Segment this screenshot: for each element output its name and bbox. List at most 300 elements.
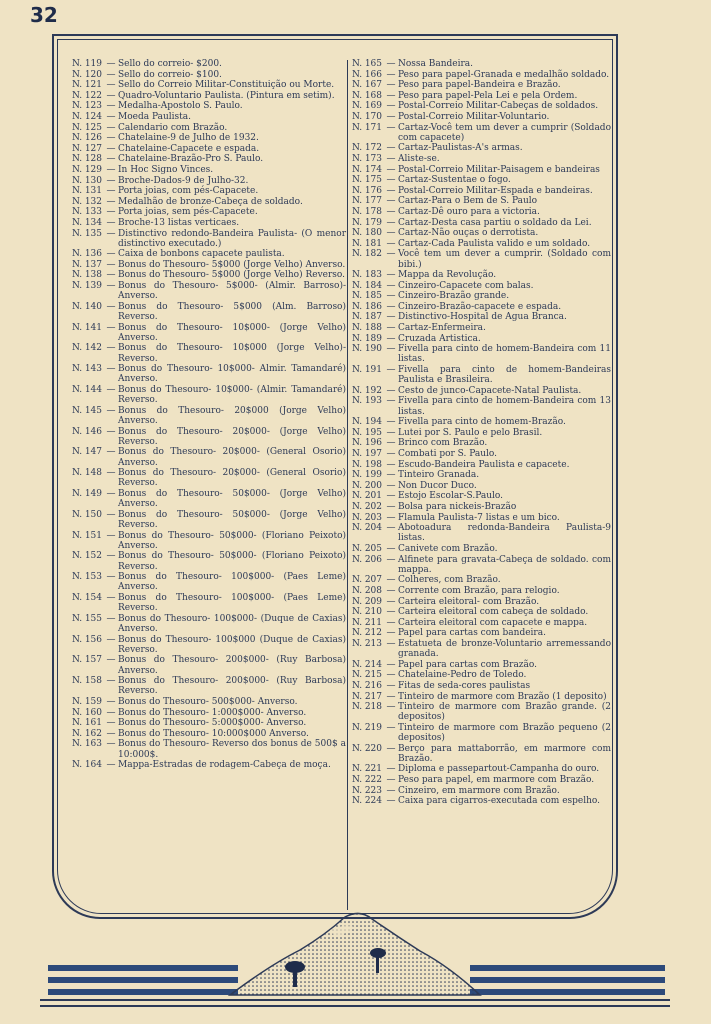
entry-number: 200	[364, 480, 382, 491]
entry-number: 176	[364, 185, 382, 196]
entry-dash: —	[106, 426, 116, 437]
entry-description: Mappa da Revolução.	[398, 270, 497, 281]
entry-number: 134	[84, 217, 102, 228]
entry-description: Peso para papel-Bandeira e Brazão.	[398, 80, 561, 91]
entry-dash: —	[106, 364, 116, 375]
entry-description: Mappa-Estradas de rodagem-Cabeça de moça.	[118, 760, 331, 771]
entry-prefix: N.	[352, 796, 363, 807]
catalog-entry	[352, 417, 611, 427]
entry-dash: —	[386, 228, 396, 239]
entry-prefix: N.	[72, 728, 83, 739]
catalog-entry	[352, 796, 611, 806]
entry-dash: —	[106, 718, 116, 729]
entry-dash: —	[106, 634, 116, 645]
entry-description: Medalhão de bronze-Cabeça de soldado.	[118, 196, 303, 207]
entry-prefix: N.	[72, 143, 83, 154]
entry-description: Bonus do Thesouro- 10$000- Almir. Tamandaré) Anverso.	[118, 364, 346, 385]
entry-dash: —	[386, 217, 396, 228]
entry-prefix: N.	[72, 343, 83, 354]
entry-prefix: N.	[352, 249, 363, 260]
entry-description: Papel para cartas com bandeira.	[398, 628, 546, 639]
entry-description: Peso para papel-Pela Lei e pela Ordem.	[398, 90, 578, 101]
entry-dash: —	[106, 405, 116, 416]
entry-number: 211	[364, 617, 382, 628]
entry-description: Corrente com Brazão, para relogio.	[398, 585, 560, 596]
entry-number: 191	[364, 365, 382, 376]
entry-prefix: N.	[72, 59, 83, 69]
entry-dash: —	[386, 554, 396, 565]
entry-description: Abotoadura redonda-Bandeira Paulista-9 listas.	[398, 523, 611, 544]
entry-dash: —	[386, 743, 396, 754]
entry-dash: —	[106, 676, 116, 687]
entry-description: Lutei por S. Paulo e pelo Brasil.	[398, 427, 543, 438]
mountain-shape	[230, 913, 480, 995]
catalog-entry	[72, 59, 346, 69]
entry-number: 204	[364, 523, 382, 534]
catalog-entry	[72, 447, 346, 467]
entry-dash: —	[386, 607, 396, 618]
entry-description: Cartaz-Você tem um dever a cumprir (Soldado com capacete)	[398, 122, 611, 143]
entry-description: Cartaz-Sustentae o fogo.	[398, 175, 511, 186]
entry-description: Escudo-Bandeira Paulista e capacete.	[398, 459, 570, 470]
entry-number: 165	[364, 59, 382, 69]
entry-description: Bonus do Thesouro- 50$000- (Jorge Velho) Reverso.	[118, 509, 346, 531]
entry-description: Chatelaine-Brazão-Pro S. Paulo.	[118, 154, 264, 165]
entry-prefix: N.	[352, 396, 363, 407]
entry-number: 186	[364, 301, 382, 312]
entry-prefix: N.	[352, 280, 363, 291]
catalog-entry	[72, 154, 346, 164]
catalog-entry	[72, 614, 346, 634]
entry-prefix: N.	[72, 593, 83, 604]
entry-description: Cinzeiro, em marmore com Brazão.	[398, 785, 560, 796]
entry-dash: —	[386, 344, 396, 355]
catalog-entry	[72, 760, 346, 770]
catalog-entry	[72, 531, 346, 551]
entry-number: 221	[364, 764, 382, 775]
entry-dash: —	[106, 509, 116, 520]
catalog-entry	[72, 80, 346, 90]
entry-number: 125	[84, 122, 102, 133]
entry-dash: —	[106, 101, 116, 112]
entry-number: 190	[364, 344, 382, 355]
entry-dash: —	[106, 707, 116, 718]
catalog-entry	[352, 91, 611, 101]
entry-description: Estojo Escolar-S.Paulo.	[398, 491, 504, 502]
entry-prefix: N.	[352, 164, 363, 175]
entry-description: Tinteiro de marmore com Brazão (1 deposito)	[398, 691, 607, 702]
catalog-entry	[352, 575, 611, 585]
catalog-entry	[72, 364, 346, 384]
entry-prefix: N.	[72, 468, 83, 479]
mountain-landscape-illustration	[0, 905, 711, 1024]
catalog-entry	[352, 270, 611, 280]
entry-description: Postal-Correio Militar-Cabeças de soldados.	[398, 101, 599, 112]
entry-number: 180	[364, 228, 382, 239]
entry-description: Fivella para cinto de homem-Bandeira com 13 listas.	[398, 396, 611, 417]
entry-prefix: N.	[352, 365, 363, 376]
catalog-entry	[72, 101, 346, 111]
entry-prefix: N.	[72, 207, 83, 218]
entry-number: 170	[364, 111, 382, 122]
entry-number: 178	[364, 206, 382, 217]
entry-description: Cartaz-Paulistas-A's armas.	[398, 143, 523, 154]
entry-number: 194	[364, 417, 382, 428]
catalog-entry	[352, 523, 611, 543]
entry-prefix: N.	[72, 509, 83, 520]
entry-number: 141	[84, 322, 102, 333]
entry-description: Cruzada Artistica.	[398, 333, 481, 344]
catalog-entry	[352, 396, 611, 416]
entry-prefix: N.	[72, 551, 83, 562]
entry-prefix: N.	[352, 449, 363, 460]
entry-prefix: N.	[352, 291, 363, 302]
catalog-entry	[352, 123, 611, 143]
catalog-entry	[72, 655, 346, 675]
entry-prefix: N.	[72, 270, 83, 281]
entry-description: Bonus do Thesouro- 5$000 (Jorge Velho) Reverso.	[118, 270, 346, 281]
entry-number: 160	[84, 707, 102, 718]
entry-dash: —	[386, 111, 396, 122]
entry-dash: —	[106, 447, 116, 458]
entry-description: Distinctivo-Hospital de Agua Branca.	[398, 312, 567, 323]
entry-number: 205	[364, 543, 382, 554]
entry-description: Canivete com Brazão.	[398, 543, 498, 554]
entry-prefix: N.	[352, 554, 363, 565]
entry-description: Bonus do Thesouro- 5$000- (Almir. Barroso)- Anverso.	[118, 281, 346, 302]
entry-description: Fivella para cinto de homem-Brazão.	[398, 417, 566, 428]
entry-dash: —	[386, 312, 396, 323]
entry-dash: —	[106, 697, 116, 708]
catalog-entry	[352, 491, 611, 501]
entry-number: 172	[364, 143, 382, 154]
catalog-entry	[72, 133, 346, 143]
entry-description: Medalha-Apostolo S. Paulo.	[118, 101, 243, 112]
entry-prefix: N.	[352, 301, 363, 312]
entry-dash: —	[106, 760, 116, 771]
entry-description: Cinzeiro-Capacete com balas.	[398, 280, 534, 291]
entry-prefix: N.	[352, 217, 363, 228]
catalog-entry	[72, 385, 346, 405]
catalog-entry	[352, 80, 611, 90]
entry-description: Broche-13 listas verticaes.	[118, 217, 240, 228]
entry-dash: —	[386, 80, 396, 91]
entry-dash: —	[386, 164, 396, 175]
entry-dash: —	[386, 280, 396, 291]
catalog-entry	[72, 270, 346, 280]
entry-number: 129	[84, 164, 102, 175]
catalog-entry	[352, 597, 611, 607]
entry-prefix: N.	[72, 405, 83, 416]
entry-dash: —	[386, 417, 396, 428]
entry-number: 163	[84, 739, 102, 750]
entry-dash: —	[106, 530, 116, 541]
entry-description: Bonus do Thesouro- 10$000- (Almir. Tamandaré) Reverso.	[118, 385, 346, 406]
catalog-entry	[352, 681, 611, 691]
entry-description: Bonus do Thesouro- Reverso dos bonus de 500$ a 10:000$.	[118, 739, 346, 760]
entry-description: Peso para papel-Granada e medalhão soldado.	[398, 69, 610, 80]
entry-dash: —	[386, 512, 396, 523]
entry-description: Sello do correio- $200.	[118, 59, 222, 69]
entry-description: Non Ducor Duco.	[398, 480, 477, 491]
entry-number: 135	[84, 228, 102, 239]
entry-dash: —	[386, 575, 396, 586]
entry-prefix: N.	[72, 122, 83, 133]
entry-description: Cartaz-Desta casa partiu o soldado da Lei.	[398, 217, 592, 228]
entry-description: Cartaz-Não ouças o derrotista.	[398, 228, 539, 239]
entry-prefix: N.	[352, 228, 363, 239]
entry-dash: —	[386, 722, 396, 733]
entry-dash: —	[386, 796, 396, 807]
entry-dash: —	[106, 122, 116, 133]
entry-dash: —	[386, 480, 396, 491]
entry-prefix: N.	[72, 164, 83, 175]
catalog-entry	[352, 555, 611, 575]
entry-prefix: N.	[352, 543, 363, 554]
entry-dash: —	[386, 323, 396, 334]
entry-prefix: N.	[72, 530, 83, 541]
entry-number: 168	[364, 90, 382, 101]
entry-dash: —	[386, 628, 396, 639]
entry-prefix: N.	[352, 438, 363, 449]
catalog-entry	[72, 70, 346, 80]
entry-prefix: N.	[72, 217, 83, 228]
entry-number: 209	[364, 596, 382, 607]
catalog-entry	[352, 323, 611, 333]
catalog-entry	[72, 281, 346, 301]
entry-number: 158	[84, 676, 102, 687]
entry-prefix: N.	[72, 613, 83, 624]
entry-dash: —	[386, 491, 396, 502]
entry-description: Bonus do Thesouro- 1:000$000- Anverso.	[118, 707, 307, 718]
catalog-entry	[352, 207, 611, 217]
entry-description: Bonus do Thesouro- 500$000- Anverso.	[118, 697, 298, 708]
entry-number: 133	[84, 207, 102, 218]
entry-prefix: N.	[352, 775, 363, 786]
catalog-entry	[352, 460, 611, 470]
entry-description: Flamula Paulista-7 listas e um bico.	[398, 512, 560, 523]
entry-description: Colheres, com Brazão.	[398, 575, 501, 586]
entry-description: Bonus do Thesouro- 5:000$000- Anverso.	[118, 718, 307, 729]
entry-number: 222	[364, 775, 382, 786]
catalog-entry	[352, 70, 611, 80]
catalog-entry	[352, 59, 611, 69]
catalog-entry	[352, 112, 611, 122]
entry-prefix: N.	[352, 670, 363, 681]
entry-dash: —	[386, 196, 396, 207]
entry-dash: —	[106, 196, 116, 207]
entry-dash: —	[106, 59, 116, 69]
catalog-column-right	[352, 59, 611, 807]
entry-number: 156	[84, 634, 102, 645]
entry-description: Cartaz-Cada Paulista valido e um soldado.	[398, 238, 591, 249]
entry-number: 121	[84, 80, 102, 91]
entry-prefix: N.	[72, 707, 83, 718]
entry-number: 149	[84, 489, 102, 500]
entry-number: 140	[84, 301, 102, 312]
entry-dash: —	[106, 281, 116, 292]
entry-dash: —	[386, 396, 396, 407]
entry-dash: —	[386, 365, 396, 376]
catalog-entry	[352, 481, 611, 491]
entry-number: 198	[364, 459, 382, 470]
entry-prefix: N.	[352, 196, 363, 207]
entry-dash: —	[386, 333, 396, 344]
entry-dash: —	[106, 551, 116, 562]
entry-description: Alfinete para gravata-Cabeça de soldado. com mappa.	[398, 554, 611, 575]
entry-description: Bonus do Thesouro- 100$000- (Paes Leme) Anverso.	[118, 572, 346, 593]
entry-number: 143	[84, 364, 102, 375]
entry-dash: —	[386, 438, 396, 449]
entry-prefix: N.	[72, 364, 83, 375]
entry-number: 210	[364, 607, 382, 618]
entry-number: 164	[84, 760, 102, 771]
entry-number: 206	[364, 554, 382, 565]
entry-number: 144	[84, 385, 102, 396]
catalog-entry	[352, 365, 611, 385]
entry-dash: —	[106, 69, 116, 80]
entry-description: Porta joias, com pés-Capacete.	[118, 186, 259, 197]
entry-prefix: N.	[352, 459, 363, 470]
catalog-entry	[72, 144, 346, 154]
catalog-entry	[352, 428, 611, 438]
entry-prefix: N.	[72, 281, 83, 292]
entry-prefix: N.	[352, 238, 363, 249]
catalog-entry	[352, 786, 611, 796]
catalog-entry	[352, 302, 611, 312]
catalog-entry	[352, 618, 611, 628]
catalog-entry	[72, 739, 346, 759]
entry-description: Brinco com Brazão.	[398, 438, 488, 449]
entry-description: Bonus do Thesouro- 100$000- (Duque de Caxias) Anverso.	[118, 613, 346, 635]
entry-number: 119	[84, 59, 102, 69]
catalog-entry	[352, 744, 611, 764]
entry-description: Cartaz-Dê ouro para a victoria.	[398, 206, 540, 217]
entry-prefix: N.	[72, 655, 83, 666]
entry-dash: —	[386, 185, 396, 196]
entry-number: 201	[364, 491, 382, 502]
entry-dash: —	[386, 691, 396, 702]
entry-prefix: N.	[352, 512, 363, 523]
entry-description: Estatueta de bronze-Voluntario arremessando granada.	[398, 638, 611, 660]
entry-number: 212	[364, 628, 382, 639]
entry-description: Sello do correio- $100.	[118, 69, 222, 80]
entry-number: 214	[364, 659, 382, 670]
entry-description: Você tem um dever a cumprir. (Soldado com bibi.)	[398, 249, 611, 270]
entry-number: 154	[84, 593, 102, 604]
entry-dash: —	[106, 259, 116, 270]
entry-number: 216	[364, 680, 382, 691]
catalog-entry	[72, 186, 346, 196]
entry-prefix: N.	[352, 523, 363, 534]
entry-description: Cinzeiro-Brazão grande.	[398, 291, 510, 302]
entry-description: Bonus do Thesouro- 20$000- (General Osorio) Anverso.	[118, 447, 346, 468]
entry-number: 145	[84, 405, 102, 416]
catalog-entry	[352, 239, 611, 249]
catalog-entry	[72, 207, 346, 217]
catalog-entry	[352, 334, 611, 344]
column-divider	[347, 60, 348, 910]
catalog-entry	[352, 470, 611, 480]
entry-description: Diploma e passepartout-Campanha do ouro.	[398, 764, 600, 775]
catalog-entry	[72, 593, 346, 613]
entry-number: 179	[364, 217, 382, 228]
entry-number: 146	[84, 426, 102, 437]
entry-dash: —	[386, 638, 396, 649]
catalog-entry	[352, 175, 611, 185]
entry-prefix: N.	[72, 69, 83, 80]
entry-prefix: N.	[72, 80, 83, 91]
entry-description: Bonus do Thesouro- 10$000- (Jorge Velho) Anverso.	[118, 322, 346, 343]
entry-dash: —	[386, 206, 396, 217]
entry-description: Berço para mattaborrão, em marmore com Brazão.	[398, 743, 611, 764]
entry-dash: —	[106, 301, 116, 312]
entry-prefix: N.	[72, 259, 83, 270]
entry-dash: —	[386, 702, 396, 713]
entry-dash: —	[386, 785, 396, 796]
entry-number: 207	[364, 575, 382, 586]
catalog-entry	[352, 544, 611, 554]
catalog-entry	[72, 260, 346, 270]
entry-dash: —	[106, 90, 116, 101]
entry-number: 188	[364, 323, 382, 334]
entry-description: Distinctivo redondo-Bandeira Paulista- (O menor distinctivo executado.)	[118, 228, 346, 249]
entry-description: Bonus do Thesouro- 20$000 (Jorge Velho) Anverso.	[118, 405, 346, 427]
entry-description: Moeda Paulista.	[118, 111, 191, 122]
entry-description: Cesto de junco-Capacete-Natal Paulista.	[398, 385, 582, 396]
entry-prefix: N.	[352, 585, 363, 596]
entry-dash: —	[106, 655, 116, 666]
entry-description: Postal-Correio Militar-Paisagem e bandeiras	[398, 164, 600, 175]
entry-number: 138	[84, 270, 102, 281]
entry-description: Cartaz-Para o Bem de S. Paulo	[398, 196, 538, 207]
entry-dash: —	[386, 249, 396, 260]
entry-prefix: N.	[72, 572, 83, 583]
entry-number: 147	[84, 447, 102, 458]
entry-description: Bonus do Thesouro- 20$000- (General Osorio) Reverso.	[118, 468, 346, 489]
entry-dash: —	[386, 238, 396, 249]
entry-dash: —	[386, 523, 396, 534]
entry-number: 181	[364, 238, 382, 249]
entry-number: 195	[364, 427, 382, 438]
catalog-entry	[72, 165, 346, 175]
catalog-entry	[352, 186, 611, 196]
entry-description: Caixa de bonbons capacete paulista.	[118, 249, 285, 260]
entry-prefix: N.	[72, 447, 83, 458]
entry-description: Carteira eleitoral com capacete e mappa.	[398, 617, 588, 628]
entry-dash: —	[386, 270, 396, 281]
catalog-entry	[72, 468, 346, 488]
entry-dash: —	[386, 59, 396, 69]
entry-prefix: N.	[352, 491, 363, 502]
catalog-entry	[352, 775, 611, 785]
entry-description: Nossa Bandeira.	[398, 59, 474, 69]
entry-prefix: N.	[352, 385, 363, 396]
entry-dash: —	[106, 593, 116, 604]
entry-dash: —	[386, 617, 396, 628]
entry-description: Bonus do Thesouro- 100$000 (Duque de Caxias) Reverso.	[118, 634, 346, 655]
entry-prefix: N.	[352, 333, 363, 344]
entry-prefix: N.	[72, 322, 83, 333]
catalog-entry	[352, 764, 611, 774]
entry-description: Fivella para cinto de homem-Bandeiras Paulista e Brasileira.	[398, 365, 611, 386]
entry-description: Fitas de seda-cores paulistas	[398, 680, 531, 691]
entry-description: Cinzeiro-Brazão-capacete e espada.	[398, 301, 562, 312]
entry-number: 171	[364, 122, 382, 133]
entry-dash: —	[106, 217, 116, 228]
catalog-entry	[72, 343, 346, 363]
entry-dash: —	[106, 80, 116, 91]
